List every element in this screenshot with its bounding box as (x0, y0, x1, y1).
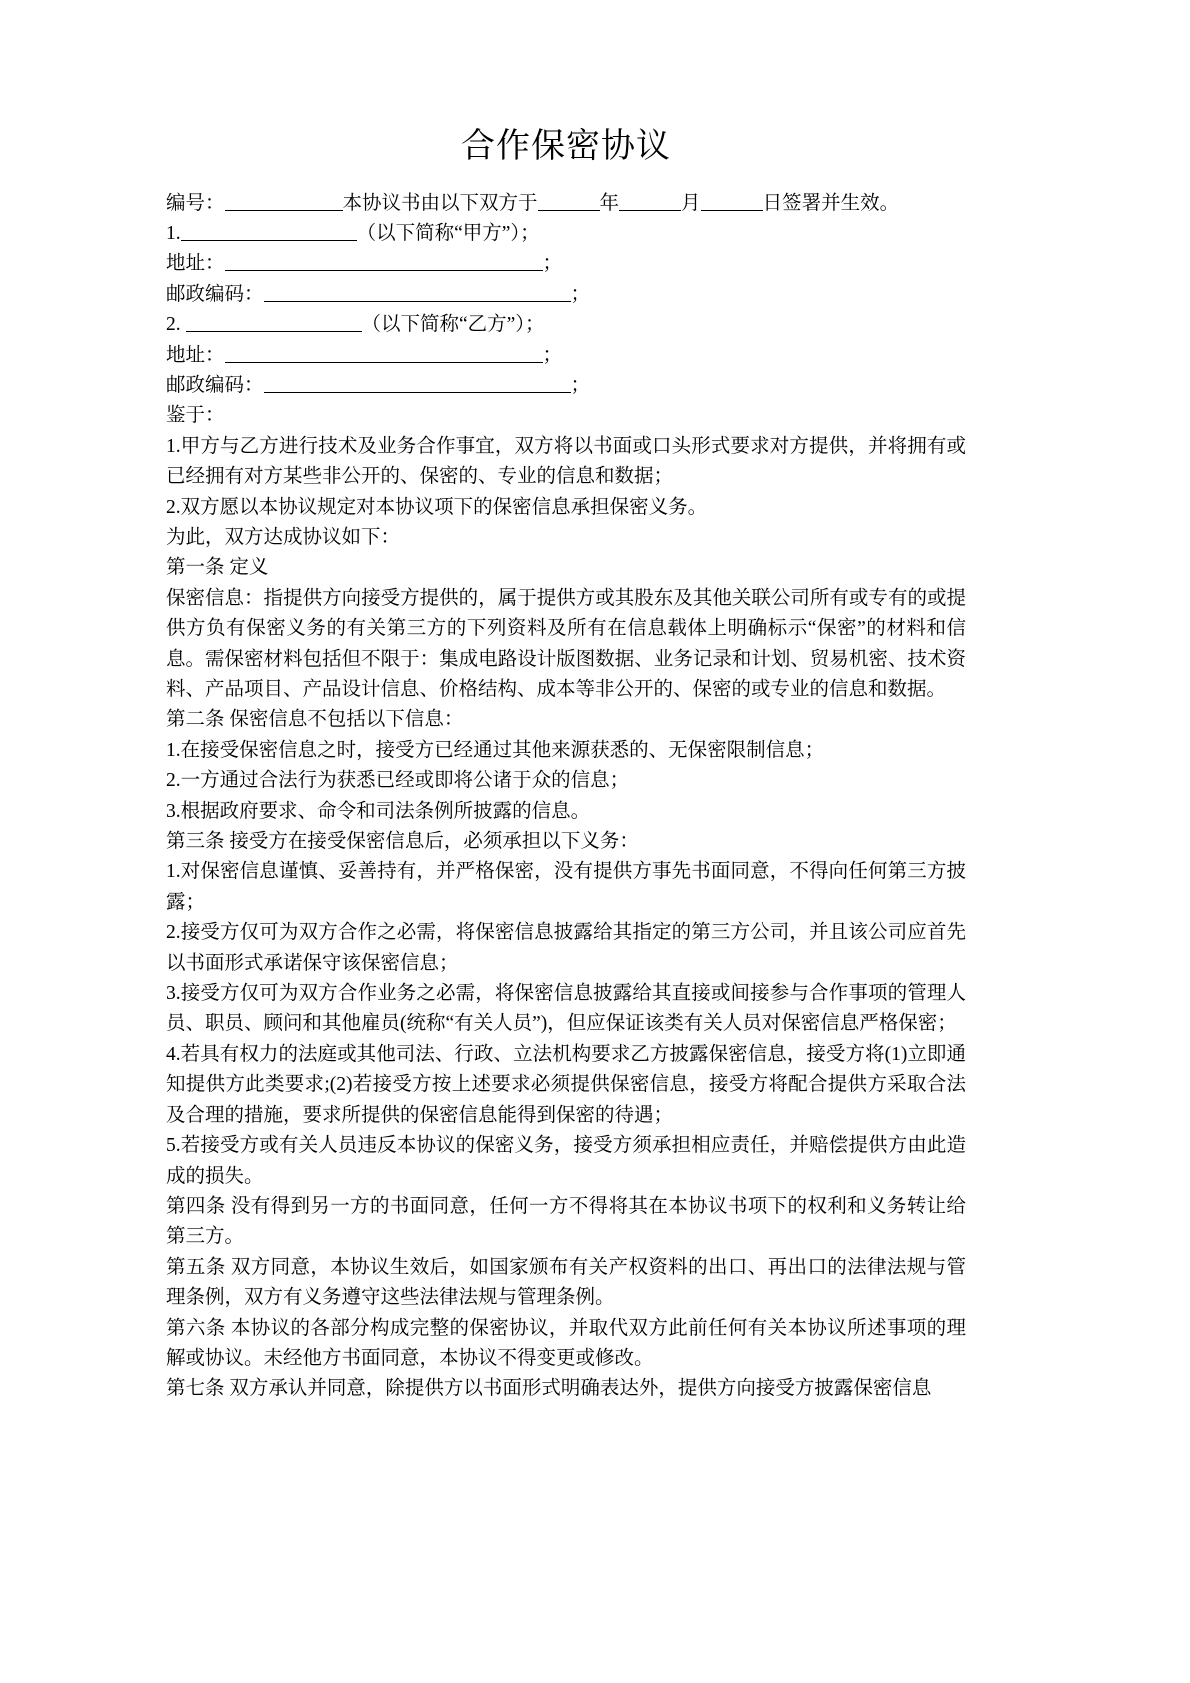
party-a-suffix: （以下简称“甲方”）； (356, 222, 540, 244)
article-paragraph-7: 第七条 双方承认并同意，除提供方以书面形式明确表达外，提供方向接受方披露保密信息 (166, 1378, 932, 1400)
party-b-postcode-blank[interactable] (264, 373, 571, 393)
party-b-index: 2. (166, 314, 181, 336)
article-paragraph-5: 第五条 双方同意，本协议生效后，如国家颁布有关产权资料的出口、再出口的法律法规与管理条例，双方有义务遵守这些法律法规与管理条例。 (166, 1256, 966, 1309)
party-b-suffix: （以下简称“乙方”）； (361, 314, 545, 336)
party-a-address-blank[interactable] (225, 252, 543, 272)
article-paragraph-6: 第六条 本协议的各部分构成完整的保密协议，并取代双方此前任何有关本协议所述事项的理解或协议。未经他方书面同意，本协议不得变更或修改。 (166, 1317, 966, 1369)
whereas-item: 2.双方愿以本协议规定对本协议项下的保密信息承担保密义务。 (166, 496, 708, 518)
party-b-name-blank[interactable] (186, 313, 362, 333)
agreement-lead: 为此，双方达成协议如下： (166, 526, 401, 548)
article-heading-2: 第二条 保密信息不包括以下信息： (166, 709, 464, 731)
party-a-address-suffix: ； (542, 253, 563, 275)
header-number-line (166, 189, 966, 219)
party-a-address-label: 地址： (166, 253, 225, 275)
party-a-name-blank[interactable] (181, 221, 357, 241)
day-blank[interactable] (701, 191, 763, 211)
article-paragraph: 3.根据政府要求、命令和司法条例所披露的信息。 (166, 800, 591, 822)
month-blank[interactable] (619, 191, 681, 211)
party-b-address-line (166, 341, 966, 371)
year-blank[interactable] (538, 191, 600, 211)
page-title: 合作保密协议 (461, 128, 671, 165)
date-tail: 日签署并生效。 (762, 192, 900, 214)
intro-text: 本协议书由以下双方于 (342, 192, 538, 214)
party-a-postcode-line (166, 280, 966, 310)
party-a-index: 1. (166, 222, 181, 244)
article-paragraph: 1.对保密信息谨慎、妥善持有，并严格保密，没有提供方事先书面同意，不得向任何第三方披露； (166, 861, 966, 913)
number-blank[interactable] (225, 191, 343, 211)
article-paragraph-4: 第四条 没有得到另一方的书面同意，任何一方不得将其在本协议书项下的权利和义务转让给第三方。 (166, 1195, 966, 1248)
party-a-postcode-blank[interactable] (264, 282, 571, 302)
whereas-label: 鉴于： (166, 405, 225, 427)
article-paragraph: 5.若接受方或有关人员违反本协议的保密义务，接受方须承担相应责任，并赔偿提供方由此造成的损失。 (166, 1135, 966, 1187)
party-b-address-suffix: ； (542, 344, 563, 366)
article-paragraph: 3.接受方仅可为双方合作业务之必需，将保密信息披露给其直接或间接参与合作事项的管理人员、职员、顾问和其他雇员(统称“有关人员”)，但应保证该类有关人员对保密信息严格保密； (166, 983, 966, 1035)
party-b-name-line (166, 310, 966, 340)
party-b-postcode-label: 邮政编码： (166, 374, 264, 396)
number-label: 编号： (166, 192, 225, 214)
party-a-address-line (166, 249, 966, 279)
year-unit: 年 (599, 192, 620, 214)
article-heading-1: 第一条 定义 (166, 557, 269, 579)
party-b-postcode-suffix: ； (570, 374, 591, 396)
party-a-postcode-suffix: ； (570, 283, 591, 305)
party-b-postcode-line (166, 371, 966, 401)
party-b-address-blank[interactable] (225, 343, 543, 363)
article-paragraph: 2.一方通过合法行为获悉已经或即将公诸于众的信息； (166, 770, 630, 792)
party-b-address-label: 地址： (166, 344, 225, 366)
article-paragraph: 保密信息：指提供方向接受方提供的，属于提供方或其股东及其他关联公司所有或专有的或提供方负有保密义务的有关第三方的下列资料及所有在信息载体上明确标示“保密”的材料和信息。需保密材料包括但不限于：集成电路设计版图数据、业务记录和计划、贸易机密、技术资料、产品项目、产品设计信息、价格结构、成本等非公开的、保密的或专业的信息和数据。 (166, 587, 966, 700)
document-body (166, 126, 966, 1405)
article-paragraph: 4.若具有权力的法庭或其他司法、行政、立法机构要求乙方披露保密信息，接受方将(1)立即通知提供方此类要求;(2)若接受方按上述要求必须提供保密信息，接受方将配合提供方采取合法及合理的措施，要求所提供的保密信息能得到保密的待遇； (166, 1043, 966, 1126)
party-a-postcode-label: 邮政编码： (166, 283, 264, 305)
article-paragraph: 2.接受方仅可为双方合作之必需，将保密信息披露给其指定的第三方公司，并且该公司应首先以书面形式承诺保守该保密信息； (166, 922, 966, 974)
month-unit: 月 (681, 192, 701, 214)
whereas-item: 1.甲方与乙方进行技术及业务合作事宜，双方将以书面或口头形式要求对方提供，并将拥有或已经拥有对方某些非公开的、保密的、专业的信息和数据； (166, 435, 966, 488)
party-a-name-line (166, 219, 966, 249)
article-heading-3: 第三条 接受方在接受保密信息后，必须承担以下义务： (166, 831, 639, 853)
article-paragraph: 1.在接受保密信息之时，接受方已经通过其他来源获悉的、无保密限制信息； (166, 739, 825, 761)
